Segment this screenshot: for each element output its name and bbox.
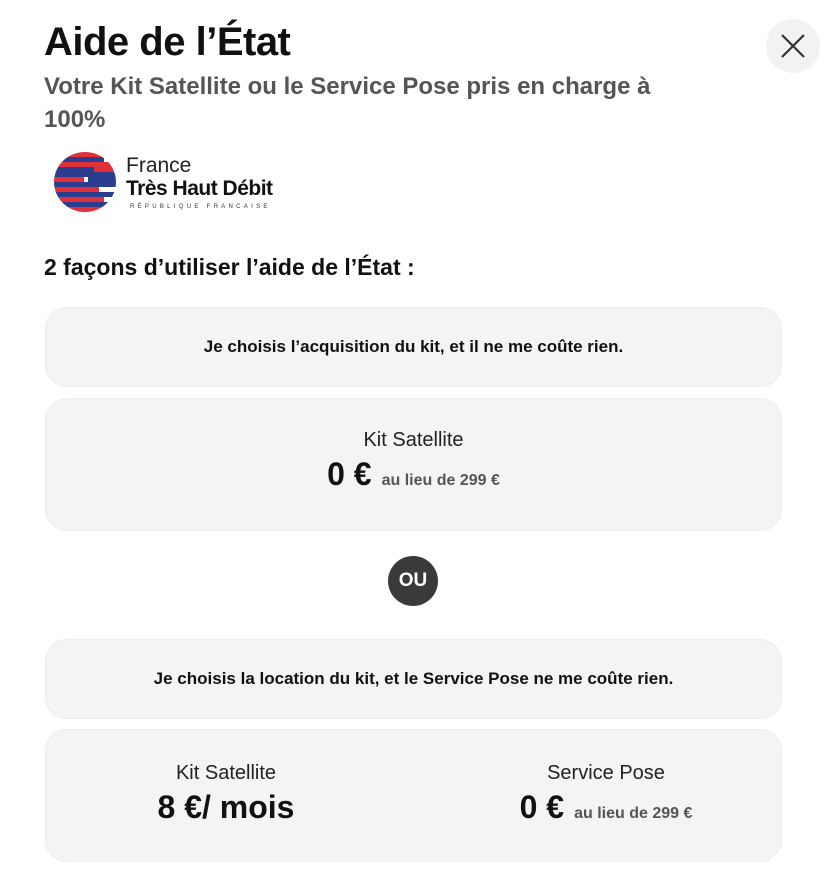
or-separator: OU	[388, 556, 438, 606]
france-thd-logo	[54, 150, 294, 214]
option2-choice	[45, 639, 782, 719]
kit-rental-column	[126, 762, 326, 826]
pose-old-price: au lieu de 299 €	[574, 805, 693, 822]
section-title: 2 façons d’utiliser l’aide de l’État :	[44, 254, 415, 280]
close-button[interactable]	[766, 19, 820, 73]
close-icon	[780, 33, 806, 59]
service-pose-column	[486, 762, 726, 826]
logo-line3: RÉPUBLIQUE FRANCAISE	[130, 204, 271, 210]
kit-rental-price: 8 €/ mois	[157, 789, 295, 825]
logo-mark-icon	[54, 152, 116, 212]
kit-price: 0 €	[327, 456, 372, 492]
logo-line2: Très Haut Débit	[126, 177, 273, 200]
pose-price: 0 €	[519, 789, 565, 825]
pose-label: Service Pose	[547, 762, 665, 784]
option1-choice	[45, 307, 782, 387]
option1-choice-text: Je choisis l’acquisition du kit, et il ne me coûte rien.	[203, 337, 624, 356]
page-subtitle: Votre Kit Satellite ou le Service Pose pris en charge à 100%	[44, 73, 651, 133]
option1-price-card	[45, 398, 782, 531]
page-title: Aide de l’État	[44, 20, 291, 64]
logo-line1: France	[126, 154, 192, 177]
option2-price-card	[45, 729, 782, 862]
kit-label: Kit Satellite	[363, 429, 464, 451]
kit-label: Kit Satellite	[175, 762, 277, 784]
option2-choice-text: Je choisis la location du kit, et le Service Pose ne me coûte rien.	[153, 669, 674, 688]
kit-old-price: au lieu de 299 €	[381, 472, 500, 489]
